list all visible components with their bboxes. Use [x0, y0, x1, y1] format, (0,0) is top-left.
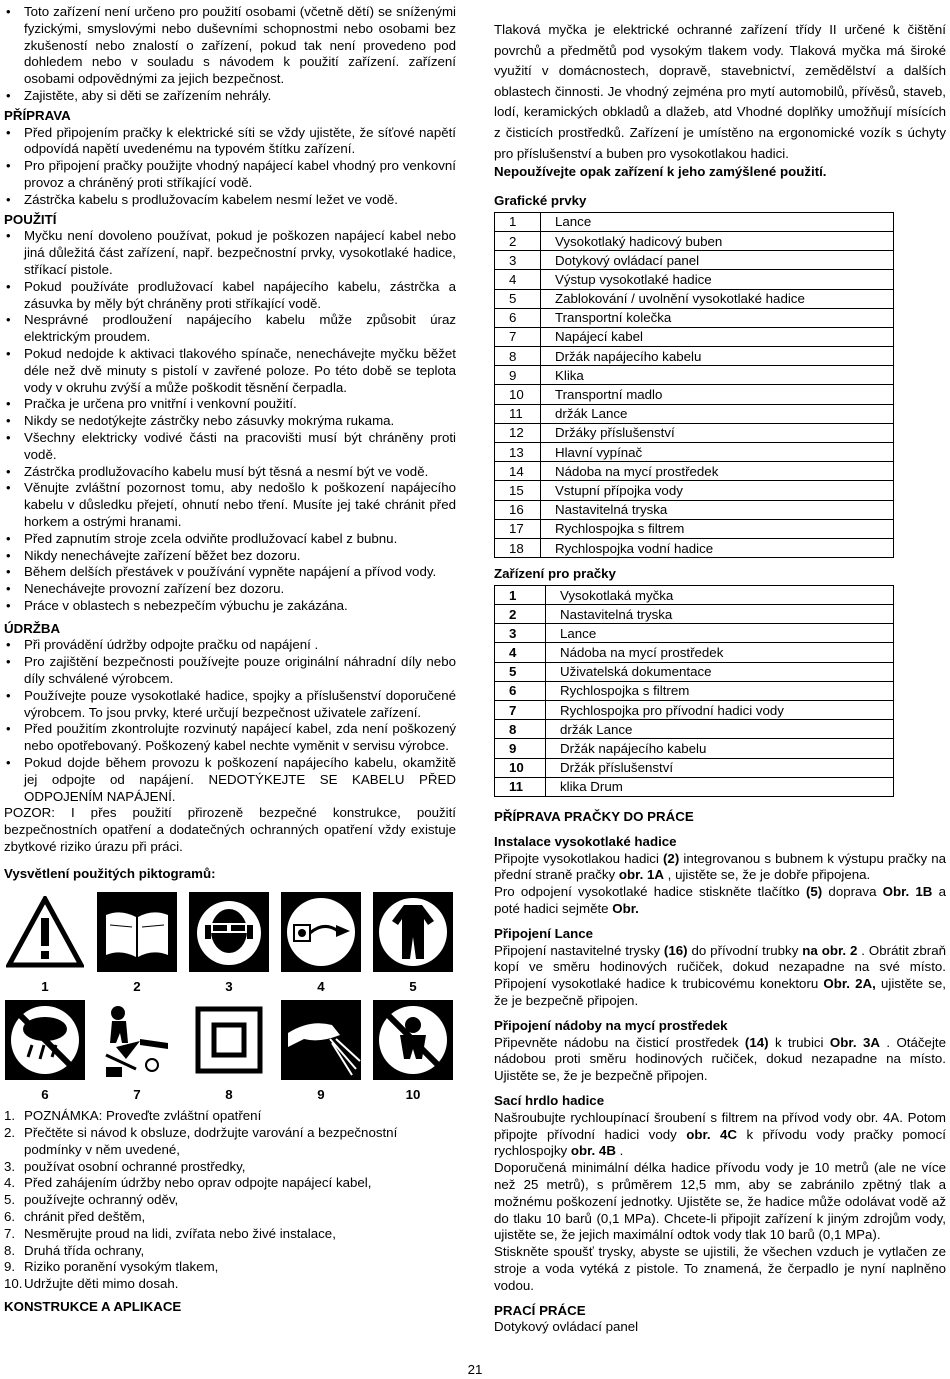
item-label: Nastavitelná tryska — [541, 500, 894, 519]
table-row — [495, 366, 894, 385]
table-row — [495, 519, 894, 538]
table-row — [495, 308, 894, 327]
udrzba-bullets — [4, 637, 456, 805]
item-label: Transportní kolečka — [541, 308, 894, 327]
list-item: • Před použitím zkontrolujte rozvinutý napájecí kabel, zda není poškozený nebo opotřebovaný. Poškozený kabel nechte vyměnit v servisu výrobce. — [4, 721, 456, 755]
list-item: • Pro zajištění bezpečnosti používejte pouze originální náhradní díly nebo díly schválené výrobcem. — [4, 654, 456, 688]
prace-heading: PRACÍ PRÁCE — [494, 1302, 586, 1318]
picto-number: 2 — [133, 978, 141, 994]
item-label: Rychlospojka s filtrem — [541, 519, 894, 538]
table-row — [495, 212, 894, 231]
rain-protection-icon — [4, 999, 86, 1081]
item-label: klika Drum — [546, 777, 894, 796]
list-item: • Věnujte zvláštní pozornost tomu, aby nedošlo k poškození napájecího kabelu v důsledku přejetí, ohnutí nebo tření. Musíte jej také chránit před horkem a ostrými hranami. — [4, 480, 456, 530]
list-item: • Nikdy se nedotýkejte zástrčky nebo zásuvky mokrýma rukama. — [4, 413, 456, 430]
picto-number: 5 — [409, 978, 417, 994]
list-item: • Pro připojení pračky použijte vhodný napájecí kabel vhodný pro venkovní provoz a chráněný proti stříkající vodě. — [4, 158, 456, 192]
nadoba-paragraph: Připevněte nádobu na čisticí prostředek (14) k trubici Obr. 3A . Otáčejte nádobou proti směru hodinových ručiček, dokud nezapadne na místo. Ujistěte se, že je bezpečně připojen. — [494, 1034, 946, 1084]
legend-number: 2. — [4, 1125, 16, 1141]
table-row — [495, 758, 894, 777]
legend-number: 9. — [4, 1259, 16, 1275]
unplug-icon — [280, 891, 362, 973]
pictogram-row-2 — [4, 999, 454, 1081]
right-column — [494, 20, 946, 1336]
keep-children-away-icon — [372, 999, 454, 1081]
legend-text: používat osobní ochranné prostředky, — [24, 1158, 246, 1174]
item-number: 3 — [495, 251, 541, 270]
item-number: 1 — [495, 585, 546, 604]
graficke-heading: Grafické prvky — [494, 192, 587, 208]
item-number: 9 — [495, 739, 546, 758]
item-label: držák Lance — [546, 720, 894, 739]
saci-paragraph-3: Stiskněte spoušť trysky, abyste se ujistili, že všechen vzduch je vytlačen ze stroje a voda vytéká z pistole. To znamená, že čerpadlo je nyní naplněno vodou. — [494, 1244, 946, 1293]
table-row — [495, 423, 894, 442]
item-label: Nádoba na mycí prostředek — [546, 643, 894, 662]
table-row — [495, 739, 894, 758]
item-number: 17 — [495, 519, 541, 538]
instalace-paragraph-1: Připojte vysokotlakou hadici (2) integrovanou s bubnem k výstupu pračky na přední straně pračky obr. 1A , ujistěte se, že je dobře připojena. — [494, 850, 946, 883]
protective-equipment-icon — [188, 891, 270, 973]
picto-number: 9 — [317, 1087, 325, 1103]
page-number: 21 — [467, 1362, 483, 1377]
item-label: Zablokování / uvolnění vysokotlaké hadice — [541, 289, 894, 308]
lance-paragraph: Připojení nastavitelné trysky (16) do přívodní trubky na obr. 2 . Obrátit zbraň kopí ve směru hodinových ručiček, dokud nezapadne na své místo. Připojení vysokotlaké hadice k trubicovému konektoru Obr. 2A, ujistěte se, že je bezpečně připojen. — [494, 942, 946, 1008]
list-item: • Práce v oblastech s nebezpečím výbuchu je zakázána. — [4, 598, 456, 615]
list-item: • Nesprávné prodloužení napájecího kabelu může způsobit úraz elektrickým proudem. — [4, 312, 456, 346]
legend-number: 7. — [4, 1225, 16, 1241]
item-label: Výstup vysokotlaké hadice — [541, 270, 894, 289]
legend-number: 8. — [4, 1242, 16, 1258]
no-spray-at-people-icon — [96, 999, 178, 1081]
item-number: 8 — [495, 347, 541, 366]
left-column — [4, 4, 456, 1316]
legend-text: Druhá třída ochrany, — [24, 1242, 145, 1258]
picto-number: 8 — [225, 1087, 233, 1103]
table-row — [495, 720, 894, 739]
list-item: • Pračka je určena pro vnitřní i venkovní použití. — [4, 396, 456, 413]
pozor-paragraph: POZOR: I přes použití přirozeně bezpečné konstrukce, použití bezpečnostních opatření a dodatečných ochranných opatření vždy existuje zbytkové riziko úrazu při práci. — [4, 805, 456, 855]
intro-paragraph: Tlaková myčka je elektrické ochranné zařízení třídy II určené k čištění povrchů a předmětů pod vysokým tlakem vody. Tlaková myčka má široké využití v domácnostech, dopravě, stavebnictví, zemědělství a dalších oblastech činnosti. Je vhodný zejména pro mytí automobilů, přívěsů, staveb, lodí, keramických obkladů a dlažeb, atd Vhodné doplňky umožňují mísících z čisticích prostředků. Zařízení je umístěno na ergonomické vozík s úchyty pro příslušenství a buben pro vysokotlakou hadici. — [494, 22, 946, 161]
list-item: • Před zapnutím stroje zcela odviňte prodlužovací kabel z bubnu. — [4, 531, 456, 548]
legend-text: Nesměrujte proud na lidi, zvířata nebo živé instalace, — [24, 1225, 336, 1241]
item-number: 5 — [495, 289, 541, 308]
item-number: 11 — [495, 404, 541, 423]
item-label: Transportní madlo — [541, 385, 894, 404]
instalace-paragraph-2: Pro odpojení vysokotlaké hadice stiskněte tlačítko (5) doprava Obr. 1B a poté hadici sejměte Obr. — [494, 884, 946, 916]
picto-number: 7 — [133, 1087, 141, 1103]
pictogram-legend-item — [4, 1226, 456, 1243]
konstrukce-heading: KONSTRUKCE A APLIKACE — [4, 1299, 182, 1314]
table-row — [495, 701, 894, 720]
table-row — [495, 231, 894, 250]
legend-text: Udržujte děti mimo dosah. — [24, 1276, 179, 1292]
pictogram-legend-item — [4, 1259, 456, 1276]
item-label: Rychlospojka pro přívodní hadici vody — [546, 701, 894, 720]
item-label: Vysokotlaký hadicový buben — [541, 231, 894, 250]
legend-text: chránit před deštěm, — [24, 1209, 146, 1225]
list-item: • Toto zařízení není určeno pro použití osobami (včetně dětí) se sníženými fyzickými, smyslovými nebo duševními schopnostmi nebo osobami bez zkušeností nebo znalostí o zařízení, pokud tak není provedeno pod dohledem nebo v souladu s návodem k použití zařízení. zařízení osobami odpovědnými za jejich bezpečnost. — [4, 4, 456, 88]
pictogram-legend-item — [4, 1243, 456, 1260]
saci-paragraph-2: Doporučená minimální délka hadice přívodu vody je 10 metrů (ale ne více než 25 metrů), s průměrem 12,5 mm, aby se zabránilo zpětný tlak a možnému poškození jednotky. Ujistěte se, že hadice může odolávat vodě až do tlaku 10 barů (0,1 MPa). Chcete-li připojit zařízení k jiným zdrojům vody, ujistěte se, že jejich maximální odtok vody tlak 10 barů (0,1 MPa). — [494, 1160, 946, 1243]
item-label: Napájecí kabel — [541, 327, 894, 346]
list-item: • Nikdy nenechávejte zařízení běžet bez dozoru. — [4, 548, 456, 565]
item-label: držák Lance — [541, 404, 894, 423]
table-row — [495, 481, 894, 500]
item-label: Rychlospojka s filtrem — [546, 681, 894, 700]
list-item: • Zajistěte, aby si děti se zařízením nehrály. — [4, 88, 456, 105]
item-label: Nastavitelná tryska — [546, 605, 894, 624]
zarizeni-table — [494, 585, 894, 797]
table-row — [495, 385, 894, 404]
item-label: Držáky příslušenství — [541, 423, 894, 442]
list-item: • Pokud dojde během provozu k poškození napájecího kabelu, okamžitě jej odpojte od napájení. NEDOTÝKEJTE SE KABELU PŘED ODPOJENÍM NAPÁJENÍ. — [4, 755, 456, 805]
legend-number: 4. — [4, 1175, 16, 1191]
pictogram-legend-item — [4, 1175, 456, 1192]
item-number: 13 — [495, 443, 541, 462]
item-number: 1 — [495, 212, 541, 231]
pictogram-legend-item — [4, 1159, 456, 1176]
item-number: 2 — [495, 231, 541, 250]
table-row — [495, 500, 894, 519]
item-number: 16 — [495, 500, 541, 519]
priprava-pracky-heading: PŘÍPRAVA PRAČKY DO PRÁCE — [494, 808, 694, 824]
protective-clothing-icon — [372, 891, 454, 973]
item-number: 10 — [495, 385, 541, 404]
item-number: 6 — [495, 308, 541, 327]
pouziti-heading: POUŽITÍ — [4, 211, 57, 227]
item-label: Hlavní vypínač — [541, 443, 894, 462]
item-label: Držák napájecího kabelu — [541, 347, 894, 366]
pictogram-legend-item — [4, 1125, 456, 1159]
table-row — [495, 624, 894, 643]
list-item: • Při provádění údržby odpojte pračku od napájení . — [4, 637, 456, 654]
item-label: Rychlospojka vodní hadice — [541, 538, 894, 557]
warning-triangle-icon — [4, 891, 86, 973]
prace-text: Dotykový ovládací panel — [494, 1319, 639, 1335]
table-row — [495, 681, 894, 700]
pictogram-numbers-2 — [4, 1087, 454, 1104]
item-number: 3 — [495, 624, 546, 643]
item-label: Držák napájecího kabelu — [546, 739, 894, 758]
pouziti-bullets — [4, 228, 456, 614]
nadoba-heading: Připojení nádoby na mycí prostředek — [494, 1017, 728, 1033]
list-item: • Myčku není dovoleno používat, pokud je poškozen napájecí kabel nebo jiná důležitá část zařízení, např. bezpečnostní prvky, vysokotlaké hadice, stříkací pistole. — [4, 228, 456, 278]
item-label: Lance — [546, 624, 894, 643]
item-number: 8 — [495, 720, 546, 739]
pictogram-legend-item — [4, 1108, 456, 1125]
table-row — [495, 585, 894, 604]
list-item: • Během delších přestávek v používání vypněte napájení a přívod vody. — [4, 564, 456, 581]
table-row — [495, 462, 894, 481]
table-row — [495, 251, 894, 270]
priprava-bullets — [4, 125, 456, 209]
high-pressure-injury-icon — [280, 999, 362, 1081]
item-number: 4 — [495, 643, 546, 662]
legend-text: Riziko poranění vysokým tlakem, — [24, 1259, 219, 1275]
list-item: • Používejte pouze vysokotlaké hadice, spojky a příslušenství doporučené výrobcem. To jsou prvky, které určují bezpečnost uživatele zařízení. — [4, 688, 456, 722]
legend-number: 10. — [4, 1276, 23, 1292]
list-item: • Před připojením pračky k elektrické síti se vždy ujistěte, že síťové napětí odpovídá napětí uvedenému na typovém štítku zařízení. — [4, 125, 456, 159]
intro-bullets — [4, 4, 456, 105]
table-row — [495, 270, 894, 289]
item-label: Uživatelská dokumentace — [546, 662, 894, 681]
item-number: 15 — [495, 481, 541, 500]
table-row — [495, 327, 894, 346]
pictogram-legend-item — [4, 1192, 456, 1209]
saci-paragraph-1: Našroubujte rychloupínací šroubení s filtrem na přívod vody obr. 4A. Potom připojte přívodní hadici vody obr. 4C k přívodu vody pračky pomocí rychlospojky obr. 4B . — [494, 1109, 947, 1159]
item-label: Vstupní přípojka vody — [541, 481, 894, 500]
list-item: • Všechny elektricky vodivé části na pracovišti musí být chráněny proti vodě. — [4, 430, 456, 464]
table-row — [495, 289, 894, 308]
item-label: Lance — [541, 212, 894, 231]
item-number: 11 — [495, 777, 546, 796]
pictogram-legend-list — [4, 1108, 456, 1293]
legend-text: Přečtěte si návod k obsluze, dodržujte varování a bezpečnostní podmínky v něm uvedené, — [24, 1125, 398, 1157]
class-two-protection-icon — [188, 999, 270, 1081]
item-number: 18 — [495, 538, 541, 557]
item-number: 7 — [495, 701, 546, 720]
item-number: 14 — [495, 462, 541, 481]
item-label: Klika — [541, 366, 894, 385]
read-manual-icon — [96, 891, 178, 973]
item-label: Nádoba na mycí prostředek — [541, 462, 894, 481]
table-row — [495, 404, 894, 423]
table-row — [495, 538, 894, 557]
legend-number: 3. — [4, 1158, 16, 1174]
item-number: 2 — [495, 605, 546, 624]
warning-text: Nepoužívejte opak zařízení k jeho zamýšlené použití. — [494, 164, 827, 180]
picto-number: 1 — [41, 978, 49, 994]
item-number: 10 — [495, 758, 546, 777]
item-number: 7 — [495, 327, 541, 346]
legend-text: POZNÁMKA: Proveďte zvláštní opatření — [24, 1108, 262, 1124]
table-row — [495, 443, 894, 462]
graficke-table — [494, 212, 894, 558]
item-label: Dotykový ovládací panel — [541, 251, 894, 270]
picto-number: 3 — [225, 978, 233, 994]
saci-heading: Sací hrdlo hadice — [494, 1092, 605, 1108]
list-item: • Nenechávejte provozní zařízení bez dozoru. — [4, 581, 456, 598]
legend-number: 1. — [4, 1108, 16, 1124]
item-number: 6 — [495, 681, 546, 700]
item-label: Vysokotlaká myčka — [546, 585, 894, 604]
udrzba-heading: ÚDRŽBA — [4, 620, 61, 636]
table-row — [495, 643, 894, 662]
table-row — [495, 605, 894, 624]
legend-number: 6. — [4, 1209, 16, 1225]
legend-text: Před zahájením údržby nebo oprav odpojte napájecí kabel, — [24, 1175, 372, 1191]
list-item: • Pokud nedojde k aktivaci tlakového spínače, nenechávejte myčku běžet déle než dvě minuty s pistolí v zavřené poloze. Po této době se teplota vody v okruhu zvýší a může poškodit těsnění čerpadla. — [4, 346, 456, 396]
instalace-heading: Instalace vysokotlaké hadice — [494, 833, 677, 849]
picto-heading: Vysvětlení použitých piktogramů: — [4, 865, 216, 881]
table-row — [495, 777, 894, 796]
priprava-heading: PŘÍPRAVA — [4, 107, 71, 123]
list-item: • Zástrčka prodlužovacího kabelu musí být těsná a nesmí být ve vodě. — [4, 464, 456, 481]
item-number: 4 — [495, 270, 541, 289]
item-label: Držák příslušenství — [546, 758, 894, 777]
list-item: • Zástrčka kabelu s prodlužovacím kabelem nesmí ležet ve vodě. — [4, 192, 456, 209]
pictogram-legend-item — [4, 1209, 456, 1226]
pictogram-numbers-1 — [4, 979, 454, 996]
zarizeni-heading: Zařízení pro pračky — [494, 566, 616, 582]
item-number: 9 — [495, 366, 541, 385]
item-number: 5 — [495, 662, 546, 681]
picto-number: 4 — [317, 978, 325, 994]
legend-number: 5. — [4, 1192, 16, 1208]
list-item: • Pokud používáte prodlužovací kabel napájecího kabelu, zástrčka a zásuvka by měly být chráněny proti stříkající vodě. — [4, 279, 456, 313]
lance-heading: Připojení Lance — [494, 925, 594, 941]
table-row — [495, 662, 894, 681]
legend-text: používejte ochranný oděv, — [24, 1192, 179, 1208]
picto-number: 10 — [405, 1087, 421, 1103]
picto-number: 6 — [41, 1087, 49, 1103]
pictogram-legend-item — [4, 1276, 456, 1293]
item-number: 12 — [495, 423, 541, 442]
pictogram-row-1 — [4, 891, 454, 973]
table-row — [495, 347, 894, 366]
